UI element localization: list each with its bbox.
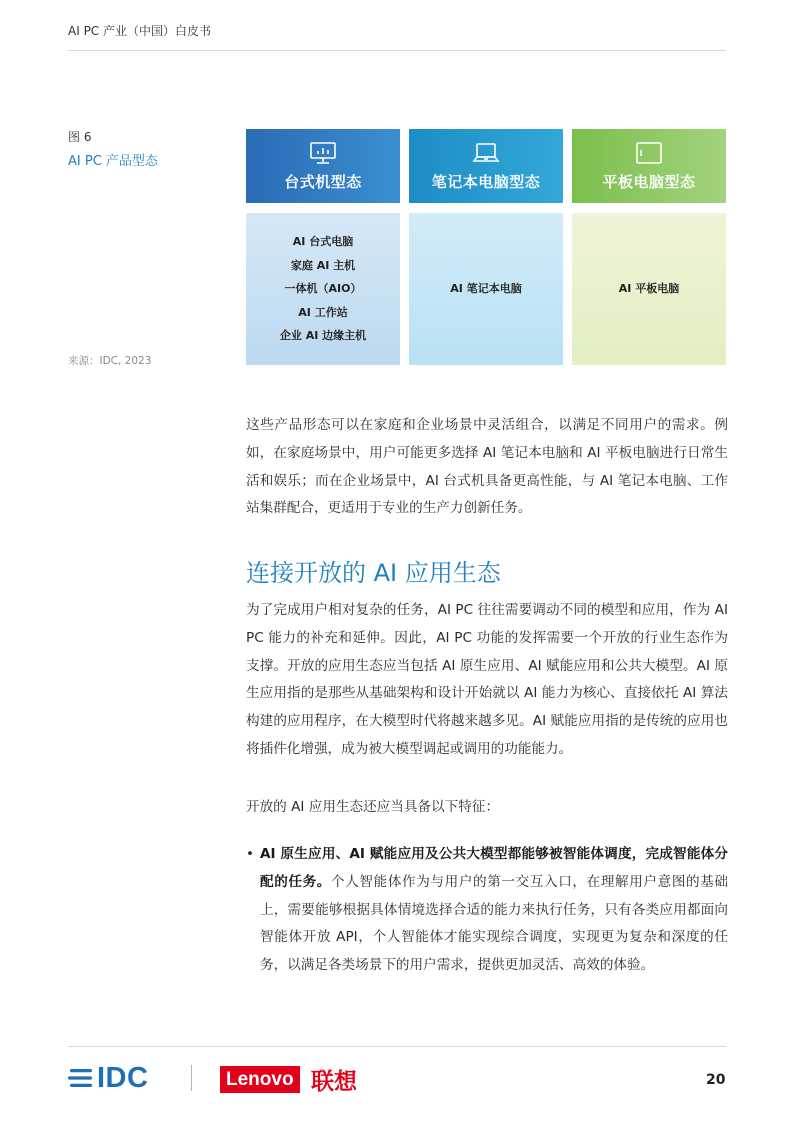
paragraph-features-intro: 开放的 AI 应用生态还应当具备以下特征： bbox=[246, 799, 500, 815]
card-item: 家庭 AI 主机 bbox=[290, 258, 356, 272]
card-item: AI 笔记本电脑 bbox=[450, 282, 522, 296]
figure-source: 来源：IDC, 2023 bbox=[68, 355, 152, 367]
logo-divider bbox=[191, 1065, 192, 1091]
tablet-icon bbox=[634, 141, 664, 165]
card-header-tablet bbox=[572, 129, 726, 203]
card-item: 一体机（AIO） bbox=[284, 282, 362, 296]
lenovo-cn-logo: 联想 bbox=[311, 1069, 357, 1095]
figure-number: 图 6 bbox=[68, 130, 92, 144]
card-header-laptop bbox=[409, 129, 563, 203]
idc-logo bbox=[68, 1063, 148, 1093]
monitor-icon bbox=[308, 141, 338, 165]
bullet-marker: • bbox=[246, 846, 255, 862]
bullet-bold-lead: AI 原生应用、AI 赋能应用及公共大模型都能够被智能体调度，完成智能体分配的任务。 bbox=[260, 846, 728, 890]
idc-lines-icon bbox=[68, 1067, 94, 1089]
bullet-item bbox=[260, 841, 728, 980]
card-body-tablet bbox=[572, 213, 726, 365]
paragraph-ecosystem: 为了完成用户相对复杂的任务，AI PC 往往需要调动不同的模型和应用，作为 AI PC 能力的补充和延伸。因此，AI PC 功能的发挥需要一个开放的行业生态作为支撑。开放的应用生态应当包括 AI 原生应用、AI 赋能应用和公共大模型。AI 原生应用指的是那些从基础架构和设计开始就以 AI 能力为核心、直接依托 AI 算法构建的应用程序，在大模型时代将越来越多见。AI 赋能应用指的是传统的应用也将插件化增强，成为被大模型调起或调用的功能能力。 bbox=[246, 602, 728, 757]
card-label-tablet: 平板电脑型态 bbox=[602, 173, 696, 191]
header-divider bbox=[68, 50, 726, 51]
figure-title: AI PC 产品型态 bbox=[68, 154, 158, 169]
card-body-laptop bbox=[409, 213, 563, 365]
card-item: AI 平板电脑 bbox=[618, 282, 680, 296]
card-body-desktop bbox=[246, 213, 400, 365]
section-heading: 连接开放的 AI 应用生态 bbox=[246, 559, 501, 587]
paragraph-product-forms: 这些产品形态可以在家庭和企业场景中灵活组合，以满足不同用户的需求。例如，在家庭场景中，用户可能更多选择 AI 笔记本电脑和 AI 平板电脑进行日常生活和娱乐；而在企业场景中，AI 台式机具备更高性能，与 AI 笔记本电脑、工作站集群配合，更适用于专业的生产力创新任务。 bbox=[246, 417, 728, 517]
card-label-laptop: 笔记本电脑型态 bbox=[431, 173, 541, 191]
laptop-icon bbox=[471, 141, 501, 165]
header-title: AI PC 产业（中国）白皮书 bbox=[68, 24, 211, 38]
page-number: 20 bbox=[706, 1072, 726, 1088]
idc-logo-text: IDC bbox=[97, 1061, 149, 1094]
card-item: AI 台式电脑 bbox=[292, 235, 354, 249]
footer-divider bbox=[68, 1046, 726, 1047]
card-header-desktop bbox=[246, 129, 400, 203]
card-label-desktop: 台式机型态 bbox=[284, 173, 362, 191]
card-item: 企业 AI 边缘主机 bbox=[279, 329, 367, 343]
card-item: AI 工作站 bbox=[298, 305, 348, 319]
lenovo-logo: Lenovo bbox=[220, 1066, 300, 1093]
bullet-body: 个人智能体作为与用户的第一交互入口，在理解用户意图的基础上，需要能够根据具体情境选择合适的能力来执行任务，只有各类应用都面向智能体开放 API，个人智能体才能实现综合调度，实现更为复杂和深度的任务，以满足各类场景下的用户需求，提供更加灵活、高效的体验。 bbox=[260, 873, 729, 974]
